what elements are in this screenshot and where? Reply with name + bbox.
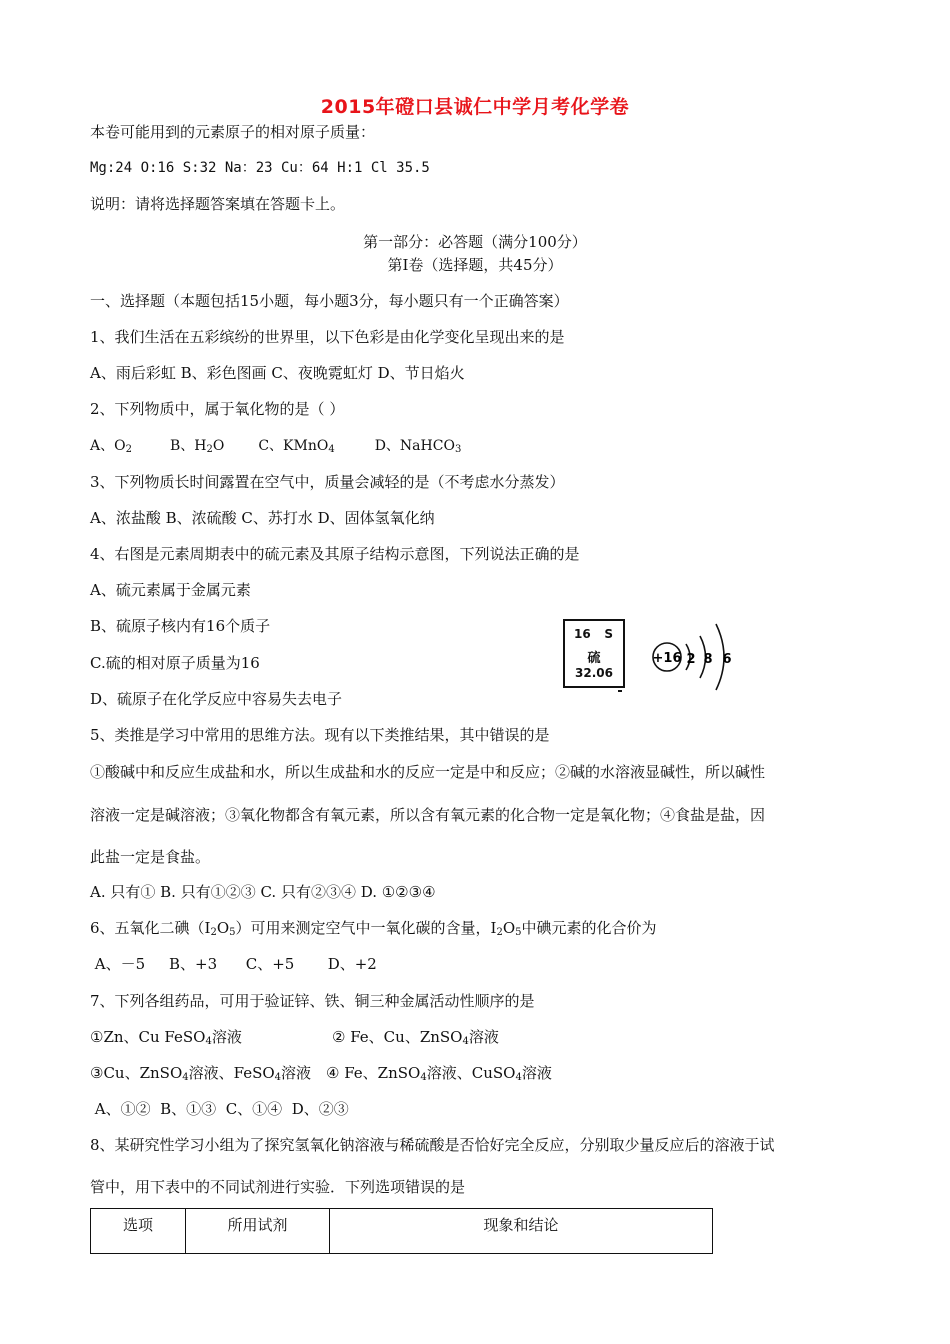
q7-options: A、①② B、①③ C、①④ D、②③ <box>90 1100 349 1118</box>
q4-option-d: D、硫原子在化学反应中容易失去电子 <box>90 690 343 708</box>
table-header-row <box>91 1209 713 1254</box>
q7-item-3: ③Cu、ZnSO$_4$溶液、FeSO$_4$溶液 <box>90 1064 312 1083</box>
q4-option-c: C.硫的相对原子质量为16 <box>90 654 260 672</box>
table-header-result: 现象和结论 <box>330 1209 713 1254</box>
q6-options: A、－5 B、+3 C、+5 D、+2 <box>90 955 377 973</box>
shell-2-electrons: 8 <box>703 652 713 667</box>
sulfur-atom-structure-diagram <box>648 616 748 696</box>
atomic-mass: 32.06 <box>575 666 613 680</box>
q5-options: A. 只有① B. 只有①②③ C. 只有②③④ D. ①②③④ <box>90 883 436 901</box>
q6-stem: 6、五氧化二碘$(I_2O_5)$可用来测定空气中一氧化碳的含量，$I_2O_5$中碘元素的化合价为 <box>90 919 657 938</box>
q2-stem: 2、下列物质中，属于氧化物的是（ ） <box>90 400 345 418</box>
answer-note: 说明：请将选择题答案填在答题卡上。 <box>90 195 346 213</box>
section1-header: 第Ⅰ卷（选择题，共45分） <box>387 256 563 274</box>
q5-body-line-2: 溶液一定是碱溶液；③氧化物都含有氧元素，所以含有氧元素的化合物一定是氧化物；④食盐是盐，因 <box>90 806 766 824</box>
table-header-option: 选项 <box>91 1209 186 1254</box>
section1-instructions: 一、选择题（本题包括15小题，每小题3分，每小题只有一个正确答案） <box>90 292 569 310</box>
part1-header: 第一部分：必答题（满分100分） <box>363 233 587 251</box>
q4-stem: 4、右图是元素周期表中的硫元素及其原子结构示意图，下列说法正确的是 <box>90 545 580 563</box>
q1-stem: 1、我们生活在五彩缤纷的世界里，以下色彩是由化学变化呈现出来的是 <box>90 328 565 346</box>
intro-line: 本卷可能用到的元素原子的相对原子质量： <box>90 123 376 141</box>
element-symbol: S <box>604 627 613 641</box>
nucleus-charge: +16 <box>652 651 682 666</box>
q4-option-a: A、硫元素属于金属元素 <box>90 581 251 599</box>
q7-item-2: ② Fe、Cu、ZnSO$_4$溶液 <box>332 1028 499 1047</box>
q2-option-b: B、$H_2O$ <box>169 438 225 455</box>
table-header-reagent: 所用试剂 <box>186 1209 330 1254</box>
q2-options <box>90 436 461 456</box>
q1-options: A、雨后彩虹 B、彩色图画 C、夜晚霓虹灯 D、节日焰火 <box>90 364 465 382</box>
q2-option-d: D、NaHCO$_3$ <box>374 438 462 455</box>
exam-title: 2015年磴口县诚仁中学月考化学卷 <box>320 96 630 118</box>
q7-stem: 7、下列各组药品，可用于验证锌、铁、铜三种金属活动性顺序的是 <box>90 992 535 1010</box>
q3-stem: 3、下列物质长时间露置在空气中，质量会减轻的是（不考虑水分蒸发） <box>90 473 565 491</box>
atomic-number: 16 <box>574 627 591 641</box>
atomic-masses: Mg:24 O:16 S:32 Na：23 Cu：64 H:1 Cl 35.5 <box>90 160 430 176</box>
q8-stem-line-2: 管中，用下表中的不同试剂进行实验．下列选项错误的是 <box>90 1178 466 1196</box>
q8-stem-line-1: 8、某研究性学习小组为了探究氢氧化钠溶液与稀硫酸是否恰好完全反应，分别取少量反应后的溶液于试 <box>90 1136 775 1154</box>
shell-1-electrons: 2 <box>686 652 696 667</box>
sulfur-element-card <box>563 619 625 688</box>
q7-item-1: ①Zn、Cu FeSO$_4$溶液 <box>90 1028 242 1047</box>
q8-options-table <box>90 1208 713 1254</box>
q4-option-b: B、硫原子核内有16个质子 <box>90 617 271 635</box>
q2-option-a: A、$O_2$ <box>90 438 132 455</box>
q2-option-c: C、KMnO$_4$ <box>258 438 335 455</box>
q3-options: A、浓盐酸 B、浓硫酸 C、苏打水 D、固体氢氧化纳 <box>90 509 435 527</box>
q5-stem: 5、类推是学习中常用的思维方法。现有以下类推结果，其中错误的是 <box>90 726 550 744</box>
q5-body-line-1: ①酸碱中和反应生成盐和水，所以生成盐和水的反应一定是中和反应；②碱的水溶液显碱性，所以碱性 <box>90 763 766 781</box>
element-name: 硫 <box>587 651 601 666</box>
q5-body-line-3: 此盐一定是食盐。 <box>90 848 211 866</box>
q7-item-4: ④ Fe、ZnSO$_4$溶液、CuSO$_4$溶液 <box>326 1064 552 1083</box>
scan-mark <box>618 690 622 692</box>
shell-3-electrons: 6 <box>722 652 732 667</box>
